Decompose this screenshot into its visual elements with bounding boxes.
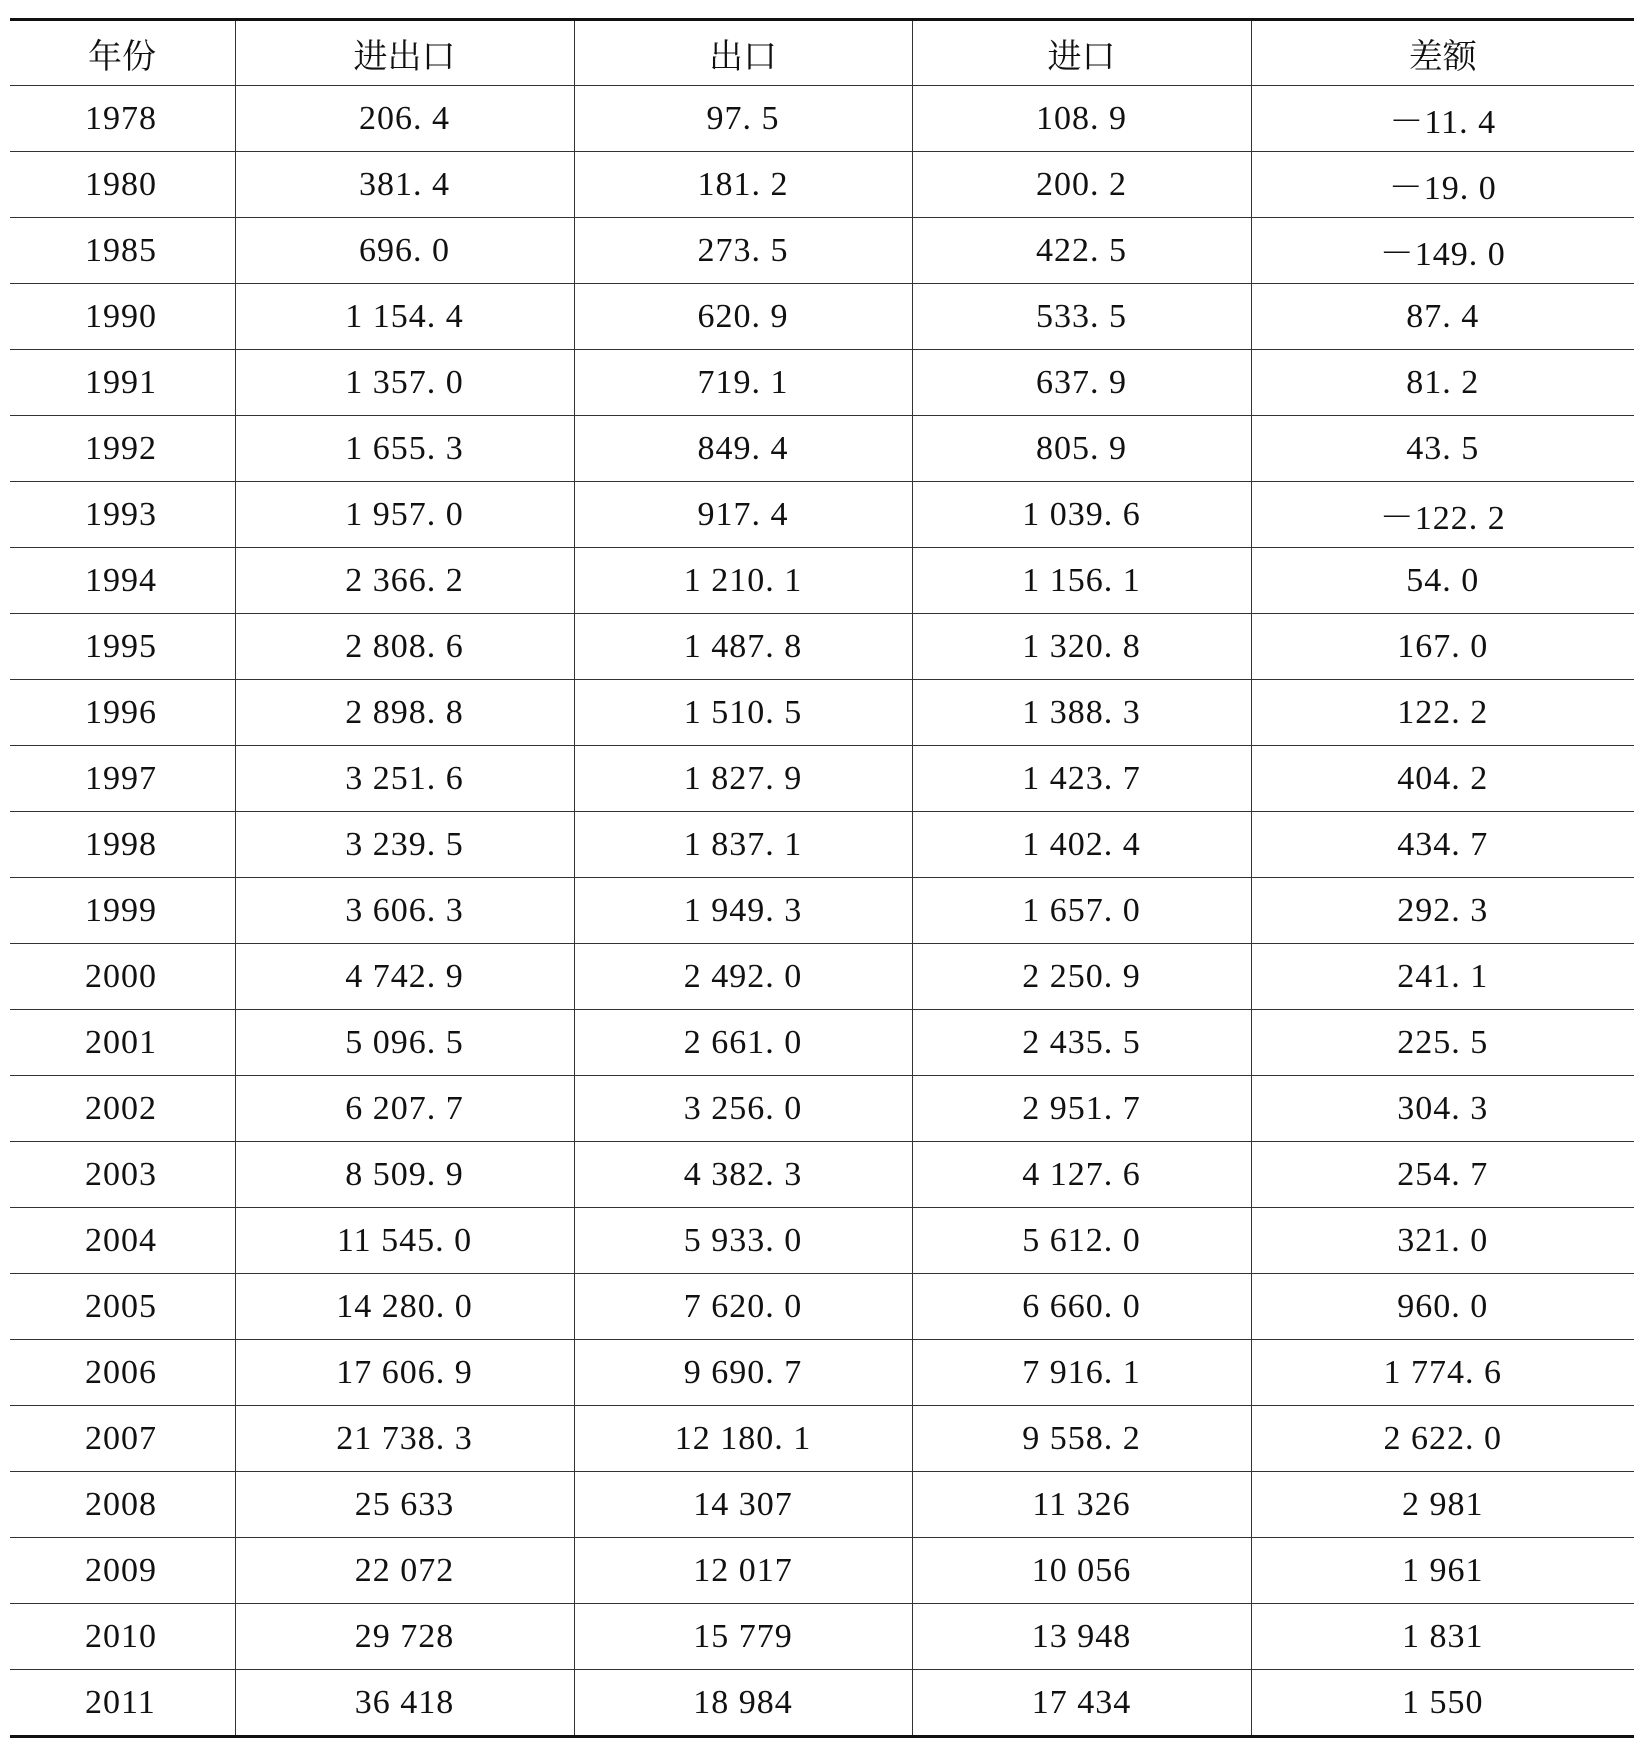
cell-balance: －11. 4 (1251, 86, 1634, 152)
cell-year: 2007 (10, 1406, 235, 1472)
cell-export: 2 492. 0 (574, 944, 912, 1010)
cell-balance: 81. 2 (1251, 350, 1634, 416)
cell-import: 533. 5 (912, 284, 1251, 350)
cell-export: 12 017 (574, 1538, 912, 1604)
table-row (10, 614, 1634, 680)
table-row (10, 680, 1634, 746)
cell-total-trade: 381. 4 (235, 152, 574, 218)
cell-total-trade: 1 154. 4 (235, 284, 574, 350)
cell-export: 273. 5 (574, 218, 912, 284)
header-import: 进口 (912, 20, 1251, 86)
cell-export: 2 661. 0 (574, 1010, 912, 1076)
cell-total-trade: 2 808. 6 (235, 614, 574, 680)
cell-year: 1990 (10, 284, 235, 350)
cell-import: 200. 2 (912, 152, 1251, 218)
cell-balance: 304. 3 (1251, 1076, 1634, 1142)
cell-year: 2010 (10, 1604, 235, 1670)
header-balance: 差额 (1251, 20, 1634, 86)
cell-total-trade: 3 239. 5 (235, 812, 574, 878)
cell-import: 805. 9 (912, 416, 1251, 482)
cell-import: 1 657. 0 (912, 878, 1251, 944)
cell-export: 15 779 (574, 1604, 912, 1670)
table-row (10, 1670, 1634, 1737)
cell-import: 108. 9 (912, 86, 1251, 152)
cell-total-trade: 2 898. 8 (235, 680, 574, 746)
cell-export: 18 984 (574, 1670, 912, 1737)
cell-export: 97. 5 (574, 86, 912, 152)
cell-export: 7 620. 0 (574, 1274, 912, 1340)
table-row (10, 218, 1634, 284)
cell-year: 1998 (10, 812, 235, 878)
cell-year: 2005 (10, 1274, 235, 1340)
table-row (10, 1010, 1634, 1076)
cell-total-trade: 1 357. 0 (235, 350, 574, 416)
cell-year: 1992 (10, 416, 235, 482)
cell-balance: 404. 2 (1251, 746, 1634, 812)
cell-import: 422. 5 (912, 218, 1251, 284)
cell-year: 1985 (10, 218, 235, 284)
cell-export: 620. 9 (574, 284, 912, 350)
cell-year: 1999 (10, 878, 235, 944)
cell-year: 1978 (10, 86, 235, 152)
cell-year: 2000 (10, 944, 235, 1010)
cell-export: 1 487. 8 (574, 614, 912, 680)
cell-total-trade: 3 606. 3 (235, 878, 574, 944)
cell-import: 13 948 (912, 1604, 1251, 1670)
header-export: 出口 (574, 20, 912, 86)
cell-import: 9 558. 2 (912, 1406, 1251, 1472)
table-row (10, 1142, 1634, 1208)
cell-import: 1 156. 1 (912, 548, 1251, 614)
cell-balance: 1 961 (1251, 1538, 1634, 1604)
cell-import: 7 916. 1 (912, 1340, 1251, 1406)
cell-balance: 1 831 (1251, 1604, 1634, 1670)
cell-export: 1 510. 5 (574, 680, 912, 746)
cell-import: 2 435. 5 (912, 1010, 1251, 1076)
cell-balance: 1 550 (1251, 1670, 1634, 1737)
cell-balance: 2 622. 0 (1251, 1406, 1634, 1472)
cell-year: 2001 (10, 1010, 235, 1076)
cell-total-trade: 21 738. 3 (235, 1406, 574, 1472)
cell-year: 1994 (10, 548, 235, 614)
table-row (10, 1340, 1634, 1406)
cell-import: 637. 9 (912, 350, 1251, 416)
cell-total-trade: 25 633 (235, 1472, 574, 1538)
cell-total-trade: 8 509. 9 (235, 1142, 574, 1208)
table-row (10, 350, 1634, 416)
cell-total-trade: 3 251. 6 (235, 746, 574, 812)
cell-import: 1 320. 8 (912, 614, 1251, 680)
cell-import: 10 056 (912, 1538, 1251, 1604)
cell-year: 2009 (10, 1538, 235, 1604)
cell-export: 917. 4 (574, 482, 912, 548)
table-row (10, 746, 1634, 812)
header-year: 年份 (10, 20, 235, 86)
table-row (10, 482, 1634, 548)
table-row (10, 1472, 1634, 1538)
cell-export: 4 382. 3 (574, 1142, 912, 1208)
cell-year: 2008 (10, 1472, 235, 1538)
cell-export: 1 827. 9 (574, 746, 912, 812)
trade-table (10, 18, 1634, 1738)
cell-import: 11 326 (912, 1472, 1251, 1538)
table-row (10, 416, 1634, 482)
cell-import: 1 388. 3 (912, 680, 1251, 746)
table-row (10, 152, 1634, 218)
table-header-row (10, 20, 1634, 86)
cell-balance: －19. 0 (1251, 152, 1634, 218)
table-row (10, 1076, 1634, 1142)
table-row (10, 812, 1634, 878)
cell-import: 17 434 (912, 1670, 1251, 1737)
trade-table-container (10, 18, 1634, 1738)
table-row (10, 1604, 1634, 1670)
cell-balance: －122. 2 (1251, 482, 1634, 548)
table-row (10, 548, 1634, 614)
cell-export: 849. 4 (574, 416, 912, 482)
table-row (10, 1406, 1634, 1472)
cell-total-trade: 17 606. 9 (235, 1340, 574, 1406)
cell-balance: 122. 2 (1251, 680, 1634, 746)
cell-year: 2003 (10, 1142, 235, 1208)
cell-total-trade: 36 418 (235, 1670, 574, 1737)
cell-total-trade: 1 957. 0 (235, 482, 574, 548)
cell-import: 1 039. 6 (912, 482, 1251, 548)
cell-total-trade: 14 280. 0 (235, 1274, 574, 1340)
table-row (10, 944, 1634, 1010)
cell-balance: 87. 4 (1251, 284, 1634, 350)
cell-balance: －149. 0 (1251, 218, 1634, 284)
table-body (10, 86, 1634, 1737)
cell-total-trade: 22 072 (235, 1538, 574, 1604)
table-row (10, 284, 1634, 350)
cell-export: 14 307 (574, 1472, 912, 1538)
table-row (10, 1538, 1634, 1604)
cell-import: 1 423. 7 (912, 746, 1251, 812)
cell-year: 2006 (10, 1340, 235, 1406)
cell-import: 1 402. 4 (912, 812, 1251, 878)
cell-total-trade: 1 655. 3 (235, 416, 574, 482)
cell-export: 1 837. 1 (574, 812, 912, 878)
cell-balance: 321. 0 (1251, 1208, 1634, 1274)
cell-balance: 1 774. 6 (1251, 1340, 1634, 1406)
cell-balance: 254. 7 (1251, 1142, 1634, 1208)
cell-year: 2002 (10, 1076, 235, 1142)
cell-export: 1 210. 1 (574, 548, 912, 614)
cell-import: 5 612. 0 (912, 1208, 1251, 1274)
cell-import: 2 951. 7 (912, 1076, 1251, 1142)
cell-import: 6 660. 0 (912, 1274, 1251, 1340)
cell-balance: 225. 5 (1251, 1010, 1634, 1076)
cell-export: 5 933. 0 (574, 1208, 912, 1274)
table-row (10, 86, 1634, 152)
cell-balance: 292. 3 (1251, 878, 1634, 944)
cell-total-trade: 206. 4 (235, 86, 574, 152)
cell-balance: 54. 0 (1251, 548, 1634, 614)
cell-year: 2004 (10, 1208, 235, 1274)
cell-export: 3 256. 0 (574, 1076, 912, 1142)
cell-export: 12 180. 1 (574, 1406, 912, 1472)
cell-total-trade: 5 096. 5 (235, 1010, 574, 1076)
cell-balance: 241. 1 (1251, 944, 1634, 1010)
cell-year: 1993 (10, 482, 235, 548)
cell-year: 2011 (85, 1683, 156, 1721)
cell-balance: 434. 7 (1251, 812, 1634, 878)
table-row (10, 1274, 1634, 1340)
cell-import: 2 250. 9 (912, 944, 1251, 1010)
cell-year: 1991 (10, 350, 235, 416)
cell-balance: 960. 0 (1251, 1274, 1634, 1340)
cell-total-trade: 6 207. 7 (235, 1076, 574, 1142)
cell-export: 1 949. 3 (574, 878, 912, 944)
cell-year: 1995 (10, 614, 235, 680)
cell-import: 4 127. 6 (912, 1142, 1251, 1208)
cell-year: 1996 (10, 680, 235, 746)
cell-total-trade: 2 366. 2 (235, 548, 574, 614)
table-row (10, 878, 1634, 944)
cell-total-trade: 11 545. 0 (235, 1208, 574, 1274)
header-total-trade: 进出口 (235, 20, 574, 86)
cell-total-trade: 696. 0 (235, 218, 574, 284)
cell-export: 9 690. 7 (574, 1340, 912, 1406)
cell-balance: 2 981 (1251, 1472, 1634, 1538)
cell-balance: 43. 5 (1251, 416, 1634, 482)
cell-year: 1997 (10, 746, 235, 812)
cell-total-trade: 29 728 (235, 1604, 574, 1670)
cell-year: 1980 (10, 152, 235, 218)
cell-export: 719. 1 (574, 350, 912, 416)
cell-export: 181. 2 (574, 152, 912, 218)
cell-total-trade: 4 742. 9 (235, 944, 574, 1010)
cell-balance: 167. 0 (1251, 614, 1634, 680)
table-row (10, 1208, 1634, 1274)
